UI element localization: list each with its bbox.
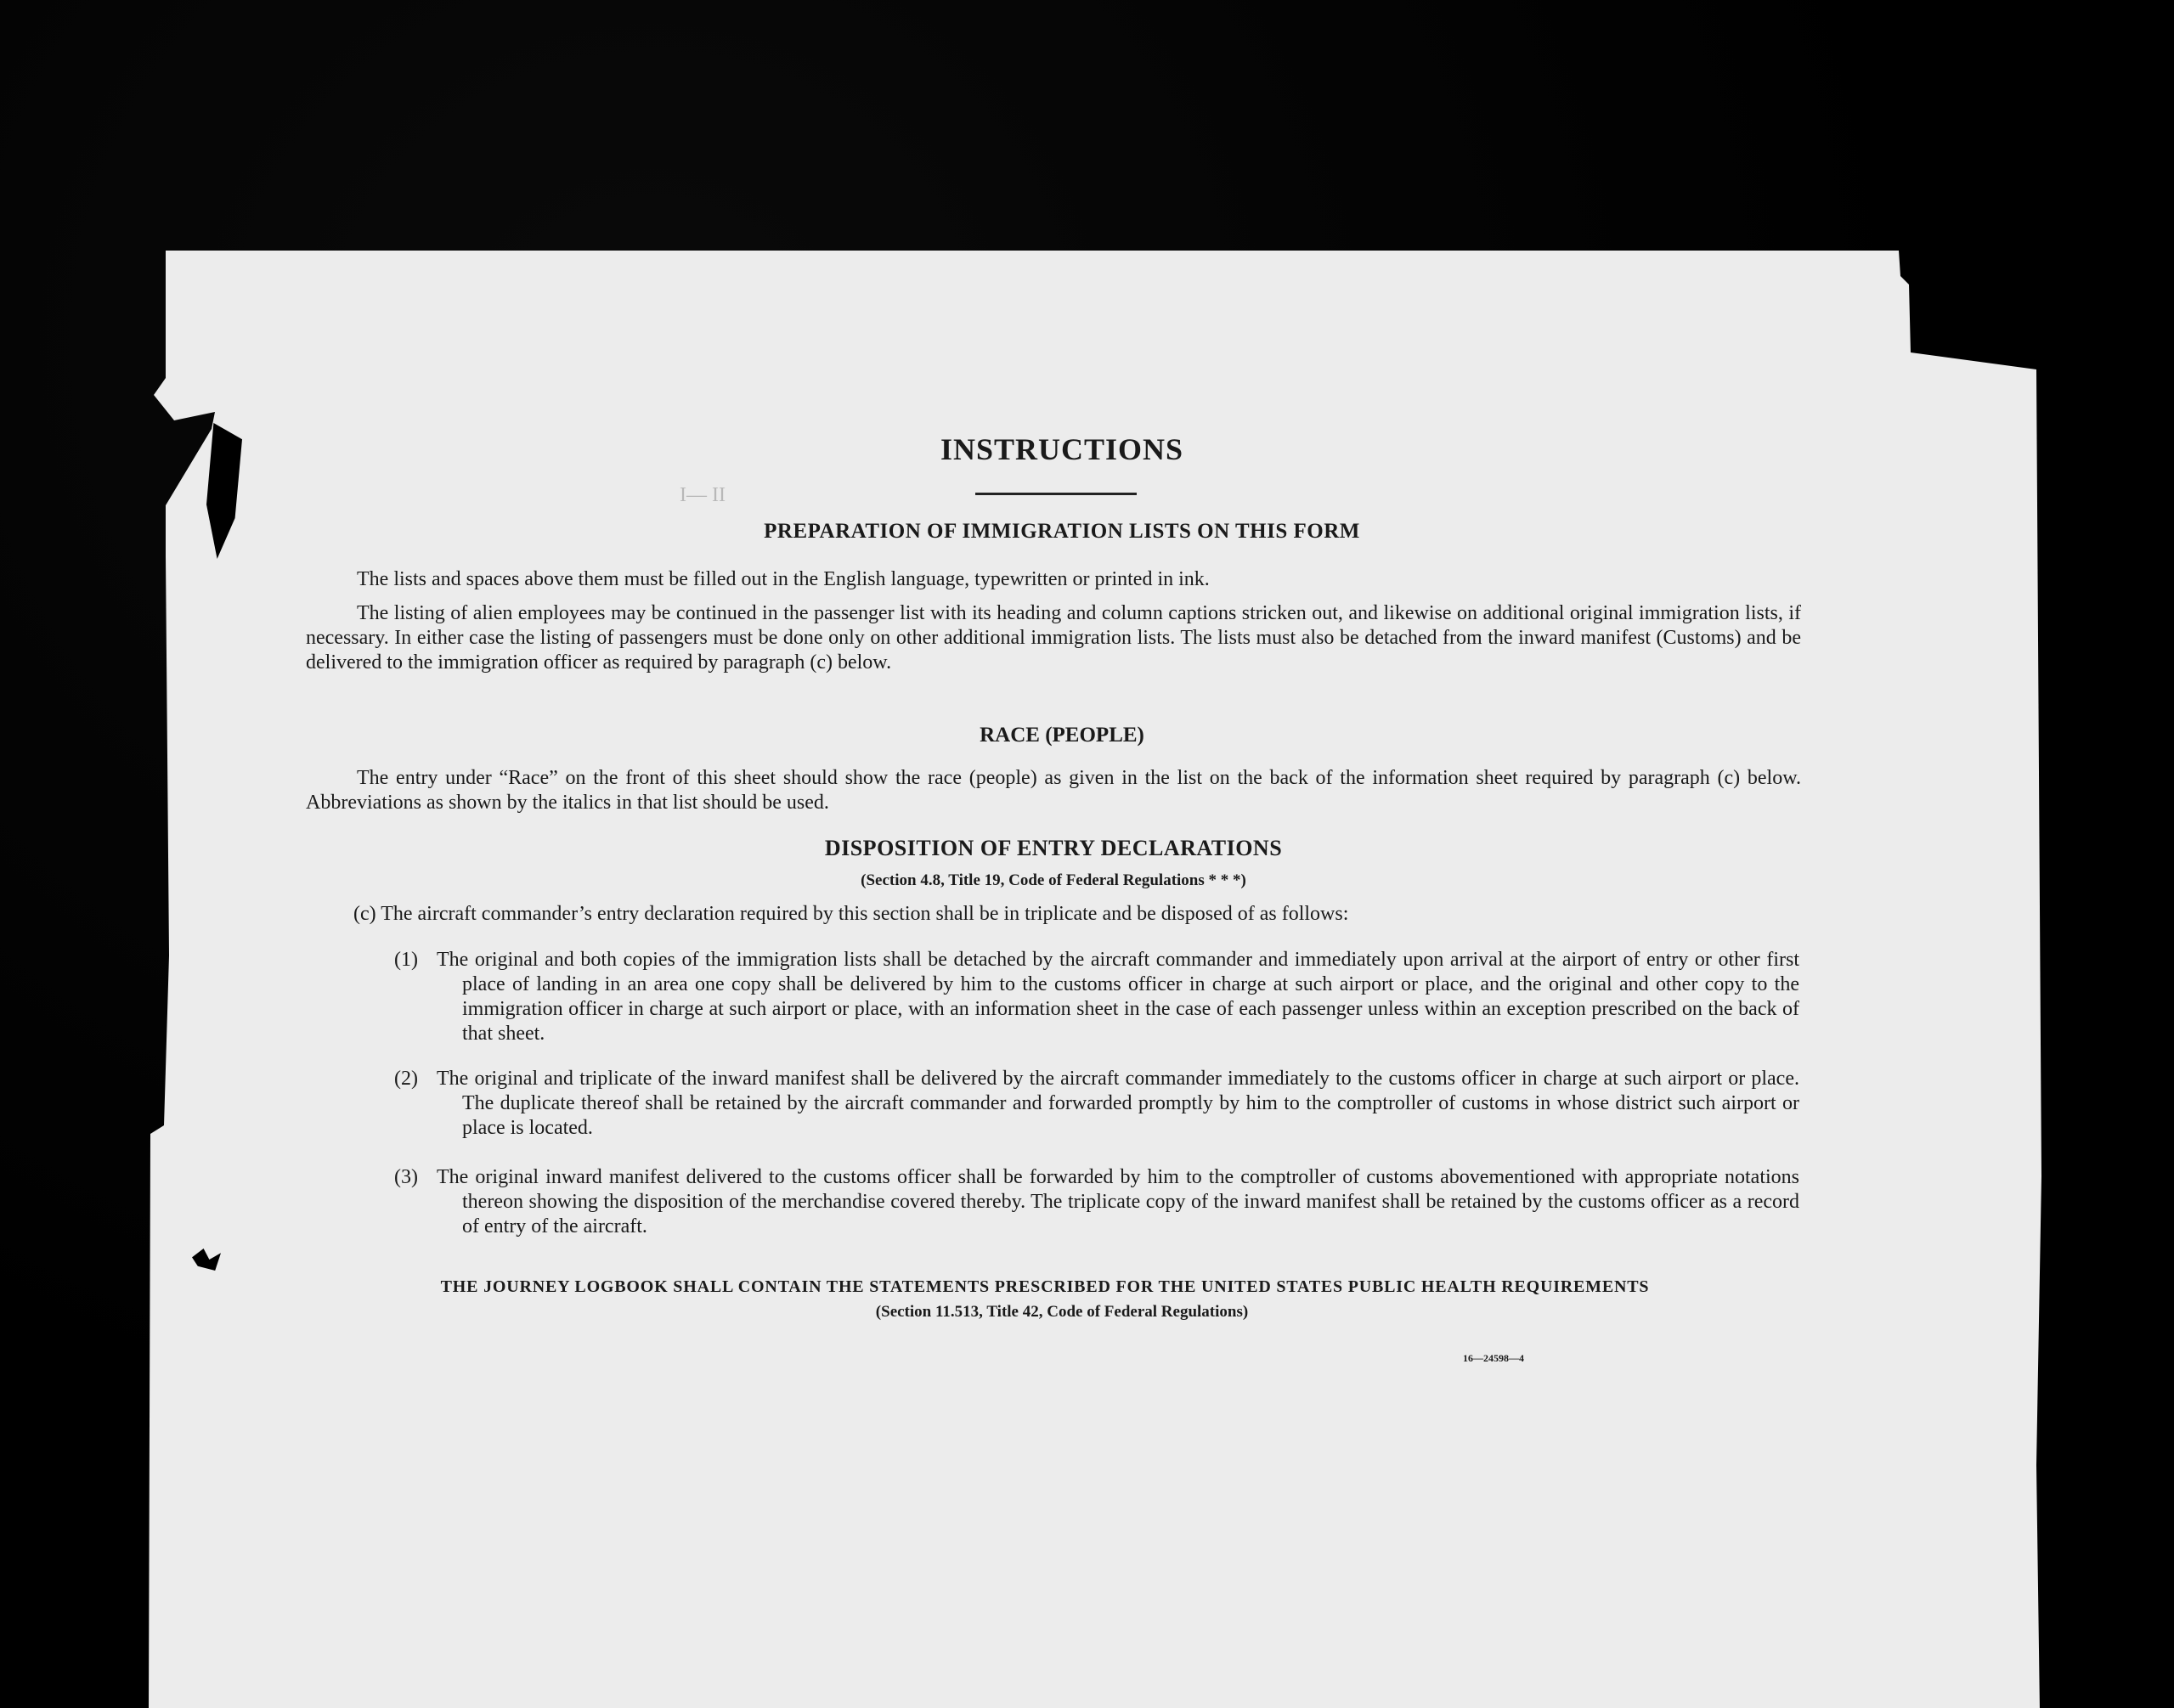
item-text: The original and both copies of the immigration lists shall be detached by the aircraft commander and immediately upon arrival at the airport of entry or other first place of landing in an area one copy shall be delivered by him to the customs officer in charge at such airport or place, and the original and other copy to the immigration officer in charge at such airport or place, with an information sheet in the case of each passenger unless within an exception prescribed on the back of that sheet. [437,949,1799,1045]
disposition-heading: DISPOSITION OF ENTRY DECLARATIONS [824,836,1283,860]
race-paragraph: The entry under “Race” on the front of this sheet should show the race (people) as given in the list on the back of the information sheet required by paragraph (c) below. Abbreviations as shown by the italics in that list should be used. [306,767,1801,814]
faint-bleed-through-mark: I— II [680,484,726,506]
item-number: (1) [394,949,418,971]
race-heading: RACE (PEOPLE) [980,724,1144,747]
disposition-section-reference: (Section 4.8, Title 19, Code of Federal Regulations * * *) [861,871,1246,889]
health-section-reference: (Section 11.513, Title 42, Code of Federal Regulations) [875,1303,1249,1321]
preparation-paragraph-1: The lists and spaces above them must be filled out in the English language, typewritten or printed in ink. [357,568,1210,590]
form-number: 16—24598—4 [1463,1352,1524,1364]
disposition-item-2 [394,1067,1799,1141]
page-title: INSTRUCTIONS [940,432,1184,466]
item-text: The original and triplicate of the inward manifest shall be delivered by the aircraft commander immediately to the customs officer in charge at such airport or place. The duplicate thereof shall be retained by the aircraft commander and forwarded promptly by him to the comptroller of customs in whose district such airport or place is located. [437,1068,1799,1139]
disposition-item-1 [394,948,1799,1046]
preparation-paragraph-2: The listing of alien employees may be continued in the passenger list with its heading and column captions stricken out, and likewise on additional original immigration lists, if necessary. In either case the listing of passengers must be done only on other additional immigration lists. The lists must also be detached from the inward manifest (Customs) and be delivered to the immigration officer as required by paragraph (c) below. [306,602,1801,674]
item-number: (2) [394,1068,418,1090]
disposition-item-3 [394,1165,1799,1239]
title-underline-divider [975,493,1137,495]
disposition-intro-paragraph: (c) The aircraft commander’s entry declaration required by this section shall be in triplicate and be disposed of as follows: [353,903,1349,925]
item-number: (3) [394,1166,418,1188]
item-text: The original inward manifest delivered to the customs officer shall be forwarded by him to the comptroller of customs abovementioned with appropriate notations thereon showing the disposition of the merchandise covered thereby. The triplicate copy of the inward manifest shall be retained by the customs officer as a record of entry of the aircraft. [437,1166,1799,1237]
preparation-heading: PREPARATION OF IMMIGRATION LISTS ON THIS FORM [764,520,1360,543]
health-requirements-statement: THE JOURNEY LOGBOOK SHALL CONTAIN THE STATEMENTS PRESCRIBED FOR THE UNITED STATES PUBLIC HEALTH REQUIREMENTS [440,1277,1650,1296]
